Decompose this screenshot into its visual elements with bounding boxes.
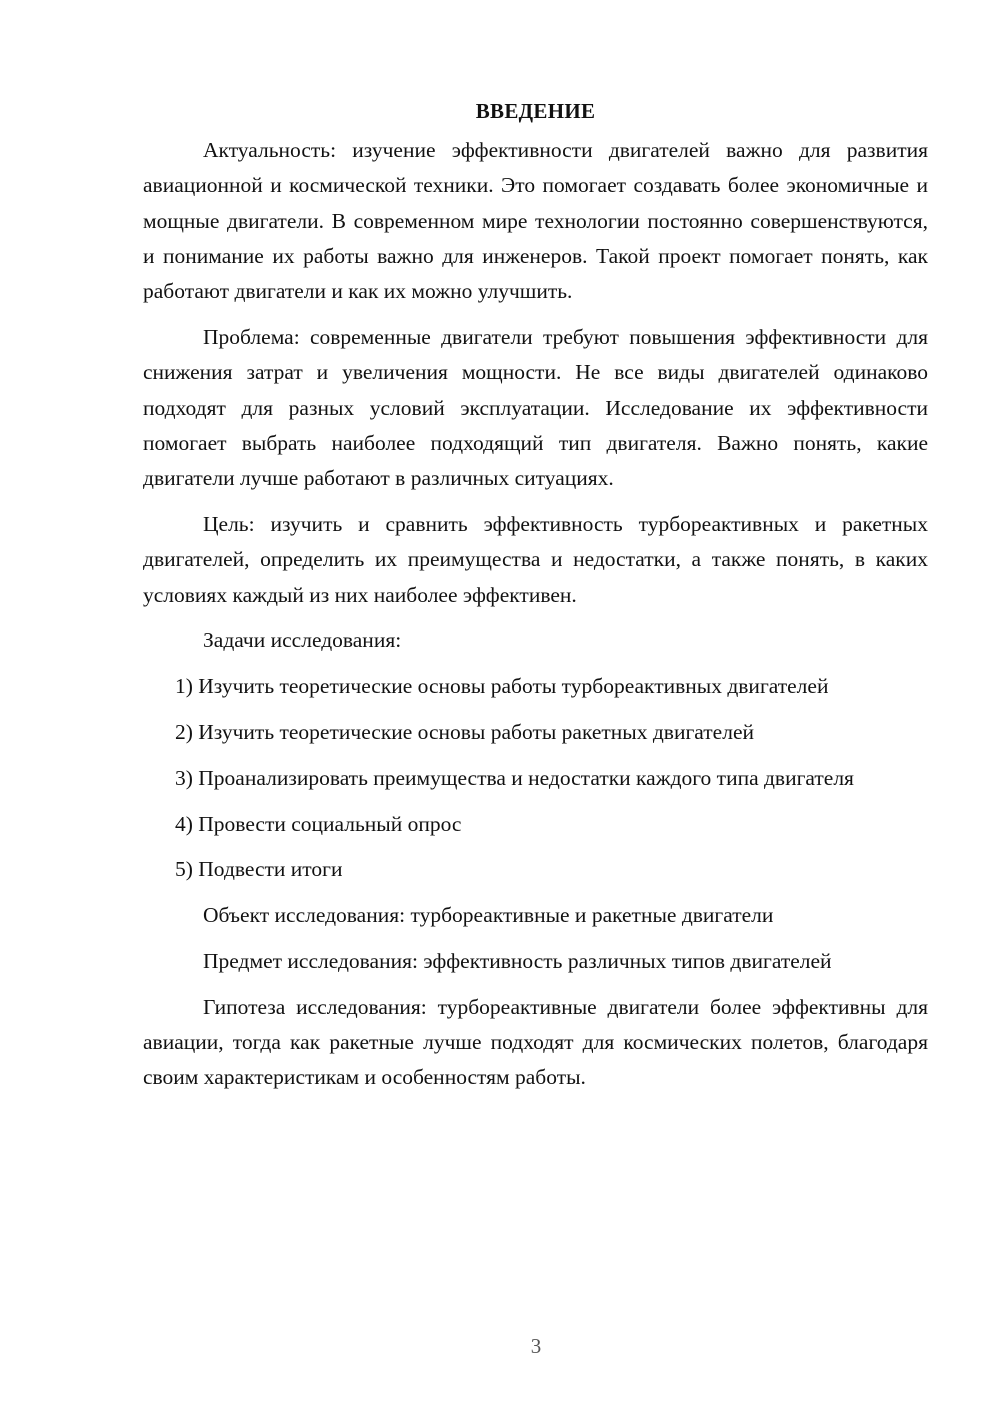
page-title: ВВЕДЕНИЕ (475, 99, 596, 123)
task-item-5: 5) Подвести итоги (175, 857, 343, 882)
page-number: 3 (530, 1334, 542, 1358)
page-content (143, 94, 928, 1106)
paragraph-problem: Проблема: современные двигатели требуют повышения эффективности для снижения затрат и увеличения мощности. Не все виды двигателей одинаково подходят для разных условий эксплуатации. Исследование их эффективности помогает выбрать наиболее подходящий тип двигателя. Важно понять, какие двигатели лучше работают в различных ситуациях. (143, 324, 928, 491)
paragraph-subject: Предмет исследования: эффективность различных типов двигателей (203, 948, 832, 973)
task-item-1: 1) Изучить теоретические основы работы турбореактивных двигателей (175, 674, 829, 699)
paragraph-goal: Цель: изучить и сравнить эффективность турбореактивных и ракетных двигателей, определить их преимущества и недостатки, а также понять, в каких условиях каждый из них наиболее эффективен. (143, 511, 928, 607)
task-item-3: 3) Проанализировать преимущества и недостатки каждого типа двигателя (175, 765, 854, 790)
paragraph-relevance: Актуальность: изучение эффективности двигателей важно для развития авиационной и космической техники. Это помогает создавать более экономичные и мощные двигатели. В современном мире технологии постоянно совершенствуются, и понимание их работы важно для инженеров. Такой проект помогает понять, как работают двигатели и как их можно улучшить. (143, 138, 928, 304)
task-item-2: 2) Изучить теоретические основы работы ракетных двигателей (175, 719, 754, 744)
paragraph-hypothesis: Гипотеза исследования: турбореактивные двигатели более эффективны для авиации, тогда как ракетные лучше подходят для космических полетов, благодаря своим характеристикам и особенностям работы. (143, 994, 928, 1090)
task-item-4: 4) Провести социальный опрос (175, 811, 462, 836)
tasks-heading: Задачи исследования: (203, 628, 402, 653)
paragraph-object: Объект исследования: турбореактивные и ракетные двигатели (203, 903, 774, 928)
